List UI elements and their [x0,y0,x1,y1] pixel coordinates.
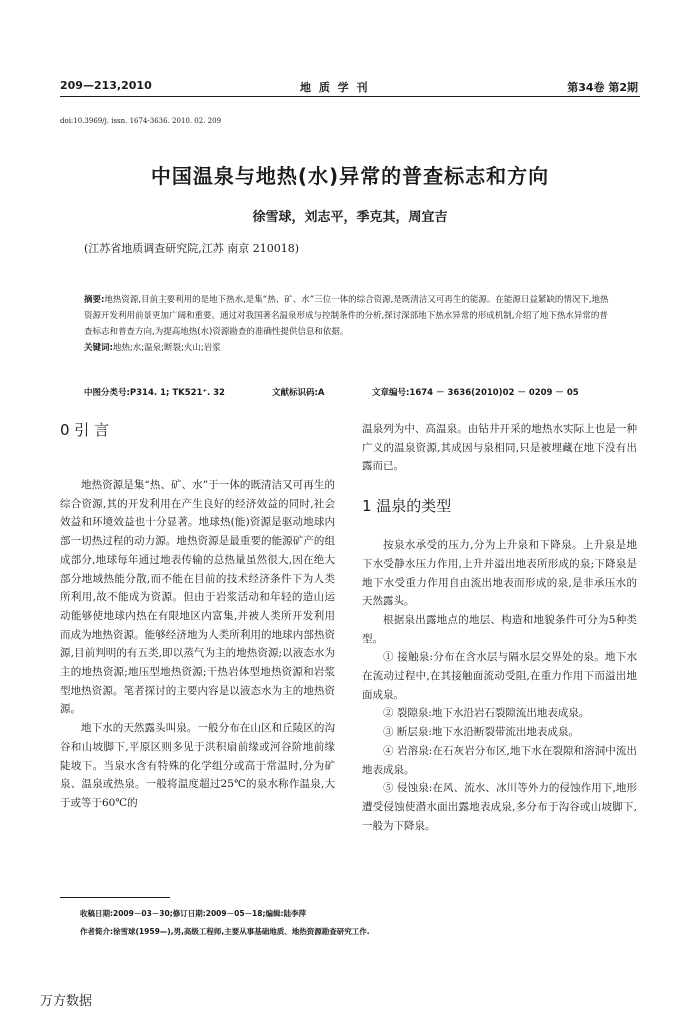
list-item: ① 接触泉:分布在含水层与隔水层交界处的泉。地下水在流动过程中,在其接触面流动受阻,在重力作用下而溢出地面成泉。 [362,651,637,701]
list-item: ④ 岩溶泉:在石灰岩分布区,地下水在裂隙和溶洞中流出地表成泉。 [362,744,637,776]
article-title: 中国温泉与地热(水)异常的普查标志和方向 [150,164,550,188]
article-number-label: 文章编号: [372,388,410,398]
header-rule [60,96,640,97]
article-number [372,386,579,398]
paragraph: 根据泉出露地点的地层、构造和地貌条件可分为5种类型。 [362,613,637,645]
classification-label: 中图分类号: [84,388,130,398]
list-item: ⑤ 侵蚀泉:在风、流水、冰川等外力的侵蚀作用下,地形遭受侵蚀使潜水面出露地表成泉,多分布于沟谷或山坡脚下,一般为下降泉。 [362,782,637,832]
abstract-block [84,292,614,356]
header-journal: 地 质 学 刊 [300,81,370,94]
authors: 徐雪球，刘志平，季克其，周宜吉 [252,210,448,225]
footnote-author-bio: 作者简介:徐雪球(1959—),男,高级工程师,主要从事基础地质、地热资源勘查研究工作. [80,927,370,936]
abstract-label: 摘要: [84,295,105,305]
watermark: 万方数据 [40,994,93,1009]
paragraph: 地热资源是集“热、矿、水”于一体的既清洁又可再生的综合资源,其的开发利用在产生良好的经济效益的同时,社会效益和环境效益也十分显著。地球热(能)资源是驱动地球内部一切热过程的动力源。地热资源是最重要的能源矿产的组成部分,地球每年通过地表传输的总热量虽然很大,因在绝大部分地域热能分散,而不能在目前的技术经济条件下为人类所利用,故不能成为资源。但由于岩浆活动和年轻的造山运动能够使地球内热在有限地区内富集,并被人类所开发利用而成为地热资源。能够经济地为人类所利用的地球内部热资源,目前判明的有五类,即以蒸气为主的地热资源;以液态水为主的地热资源;地压型地热资源;干热岩体型地热资源和岩浆型地热资源。笔者探讨的主要内容是以液态水为主的地热资源。 [60,479,335,716]
header-volume-issue: 第34卷 第2期 [567,81,638,94]
list-item: ③ 断层泉:地下水沿断裂带流出地表成泉。 [383,726,579,739]
keywords-text: 地热;水;温泉;断裂;火山;岩浆 [112,343,221,353]
header-pages: 209—213,2010 [60,79,152,92]
list-item: ② 裂隙泉:地下水沿岩石裂隙流出地表成泉。 [383,707,590,720]
right-column [362,420,637,835]
abstract [84,292,614,340]
left-column [60,418,335,813]
abstract-text: 地热资源,目前主要利用的是地下热水,是集“热、矿、水”三位一体的综合资源,是既清洁又可再生的能源。在能源日益紧缺的情况下,地热资源开发利用前景更加广阔和重要。通过对我国著名温泉形成与控制条件的分析,探讨深部地下热水异常的形成机制,介绍了地下热水异常的普查标志和普查方向,为提高地热(水)资源勘查的准确性提供信息和依据。 [84,295,609,337]
article-number-value: 1674 － 3636(2010)02 － 0209 － 05 [409,388,579,398]
keywords-label: 关键词: [84,343,113,353]
classification-text: P314. 1; TK521⁺. 32 [129,388,225,398]
affiliation: (江苏省地质调查研究院,江苏 南京 210018) [84,242,300,255]
doi: doi:10.3969/j. issn. 1674-3636. 2010. 02. 209 [60,117,222,125]
classification [84,386,225,398]
section-heading-introduction: 0 引 言 [60,421,110,439]
footnote-dates: 收稿日期:2009－03－30;修订日期:2009－05－18;编辑:陆李萍 [80,909,306,918]
paragraph: 地下水的天然露头叫泉。一般分布在山区和丘陵区的沟谷和山坡脚下,平原区则多见于洪积扇前缘或河谷阶地前缘陡坡下。当泉水含有特殊的化学组分或高于常温时,分为矿泉、温泉或热泉。一般将温度超过25℃的泉水称作温泉,大于或等于60℃的 [60,722,335,809]
paragraph: 按泉水承受的压力,分为上升泉和下降泉。上升泉是地下水受静水压力作用,上升并溢出地表所形成的泉;下降泉是地下水受重力作用自由流出地表而形成的泉,是非承压水的天然露头。 [362,539,637,608]
section-heading-spring-types: 1 温泉的类型 [362,497,452,516]
document-code [272,386,325,398]
document-code-value: A [317,388,325,398]
keywords [84,340,614,356]
paragraph-continuation: 温泉列为中、高温泉。由钻井开采的地热水实际上也是一种广义的温泉资源,其成因与泉相同,只是被埋藏在地下没有出露而已。 [362,423,637,473]
footnote-rule [60,897,170,898]
document-code-label: 文献标识码: [272,388,318,398]
